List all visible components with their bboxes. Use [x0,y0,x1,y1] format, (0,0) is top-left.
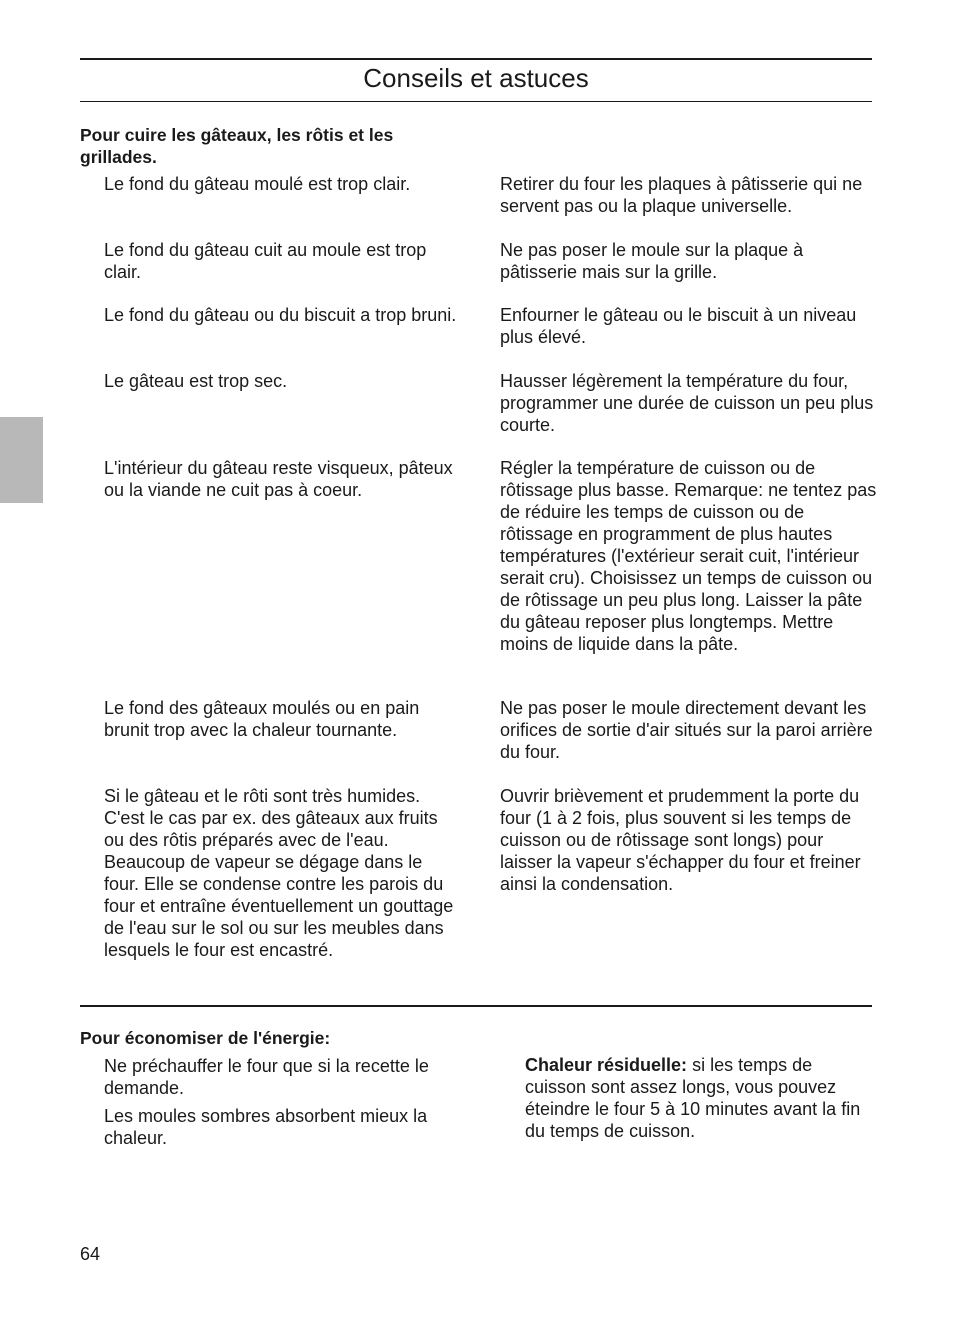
section-heading-baking: Pour cuire les gâteaux, les rôtis et les grillades. [80,125,394,167]
section-side-tab [0,417,43,503]
problem-text: Si le gâteau et le rôti sont très humides. C'est le cas par ex. des gâteaux aux fruits ou des rôtis préparés avec de l'eau. Beaucoup de vapeur se dégage dans le four. Elle se condense contre les parois du four et entraîne éventuellement un gouttage de l'eau sur le sol ou sur les meubles dans lesquels le four est encastré. [104,786,454,960]
solution-text: Retirer du four les plaques à pâtisserie qui ne servent pas ou la plaque universelle. [500,174,863,216]
section-divider [80,1005,872,1007]
solution-text: Ne pas poser le moule sur la plaque à pâtisserie mais sur la grille. [500,240,804,282]
page-title: Conseils et astuces [363,63,589,93]
solution-text: Ouvrir brièvement et prudemment la porte du four (1 à 2 fois, plus souvent si les temps de cuisson ou de rôtissage sont longs) pour laisser la vapeur s'échapper du four et freiner ainsi la condensation. [500,786,861,894]
solution-text: Hausser légèrement la température du four, programmer une durée de cuisson un peu plus courte. [500,371,874,435]
page-number: 64 [80,1244,101,1264]
energy-tip-dark-moulds: Les moules sombres absorbent mieux la chaleur. [104,1106,428,1148]
solution-text: Régler la température de cuisson ou de rôtissage plus basse. Remarque: ne tentez pas de réduire les temps de cuisson ou de rôtissage en programment de plus hautes températures (l'extérieur serait cuit, l'intérieur serait cru). Choisissez un temps de cuisson ou de rôtissage un peu plus long. Laisser la pâte du gâteau reposer plus longtemps. Mettre moins de liquide dans la pâte. [500,458,877,654]
problem-text: Le gâteau est trop sec. [104,371,288,391]
residual-heat-text: si les temps de cuisson sont assez longs, vous pouvez éteindre le four 5 à 10 minutes avant la fin du temps de cuisson. [525,1055,861,1141]
section-heading-energy: Pour économiser de l'énergie: [80,1028,331,1048]
residual-heat-label: Chaleur résiduelle: [525,1055,688,1075]
solution-text: Ne pas poser le moule directement devant les orifices de sortie d'air situés sur la paroi arrière du four. [500,698,873,762]
energy-tip-preheat: Ne préchauffer le four que si la recette le demande. [104,1056,429,1098]
problem-text: Le fond du gâteau ou du biscuit a trop bruni. [104,305,457,325]
problem-text: L'intérieur du gâteau reste visqueux, pâteux ou la viande ne cuit pas à coeur. [104,458,453,500]
problem-text: Le fond du gâteau moulé est trop clair. [104,174,411,194]
solution-text: Enfourner le gâteau ou le biscuit à un niveau plus élevé. [500,305,857,347]
energy-tip-residual-heat [525,1054,870,1142]
problem-text: Le fond du gâteau cuit au moule est trop clair. [104,240,427,282]
problem-text: Le fond des gâteaux moulés ou en pain brunit trop avec la chaleur tournante. [104,698,420,740]
title-bottom-rule [80,101,872,102]
